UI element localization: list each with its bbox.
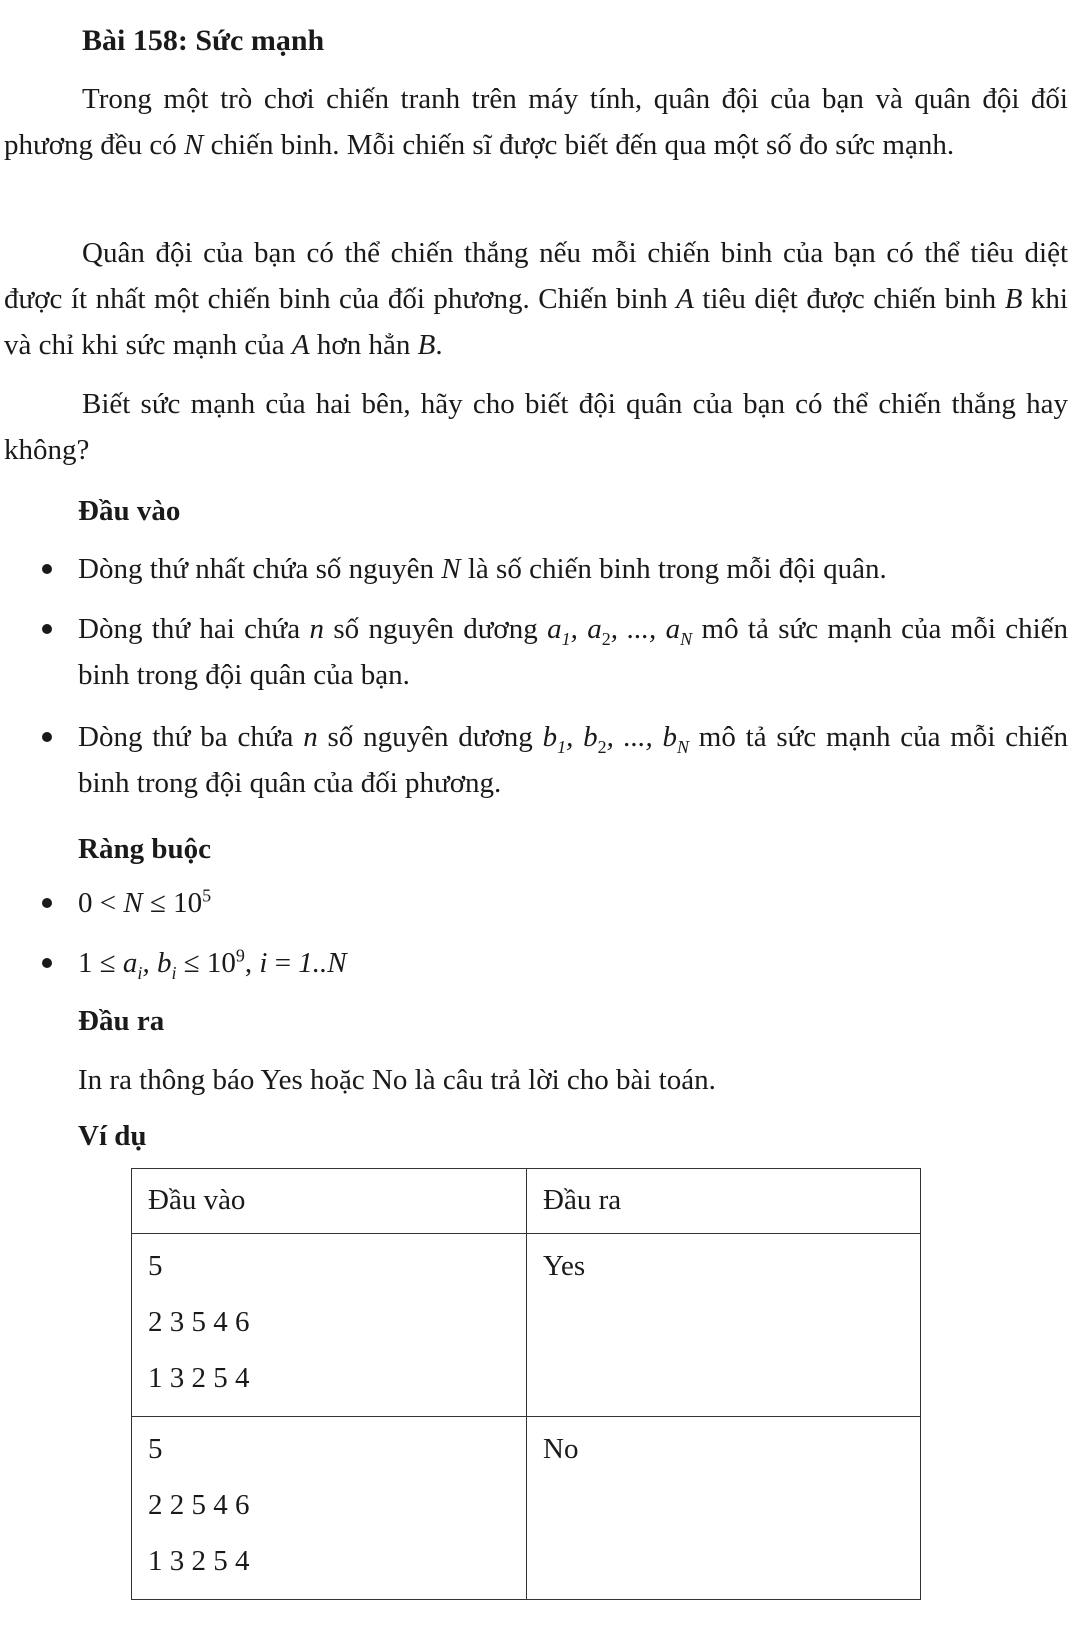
constraints-heading: Ràng buộc xyxy=(78,833,211,865)
table-row xyxy=(132,1417,921,1600)
example-heading: Ví dụ xyxy=(78,1120,147,1152)
input-line: 1 3 2 5 4 xyxy=(148,1362,250,1394)
input-line: 2 3 5 4 6 xyxy=(148,1306,250,1338)
paragraph-intro: Trong một trò chơi chiến tranh trên máy tính, quân đội của bạn và quân đội đối phương đều có N chiến binh. Mỗi chiến sĩ được biết đến qua một số đo sức mạnh. xyxy=(4,83,1068,161)
input-line: 5 xyxy=(148,1250,163,1282)
problem-title: Bài 158: Sức mạnh xyxy=(82,24,325,57)
example-2-output xyxy=(527,1417,921,1600)
input-line: 5 xyxy=(148,1433,163,1465)
constraint-2: $1 \le a_i$, $b_i \le 10^9$, i = 1..N xyxy=(78,940,1068,986)
example-1-output xyxy=(527,1234,921,1417)
example-2-input xyxy=(132,1417,527,1600)
table-header-row xyxy=(132,1169,921,1234)
output-description: In ra thông báo Yes hoặc No là câu trả lời cho bài toán. xyxy=(78,1064,716,1096)
paragraph-win-condition: Quân đội của bạn có thể chiến thắng nếu mỗi chiến binh của bạn có thể tiêu diệt được ít nhất một chiến binh của đối phương. Chiến binh A tiêu diệt được chiến binh B khi và chỉ khi sức mạnh của A hơn hẳn B. xyxy=(4,237,1068,361)
header-input: Đầu vào xyxy=(132,1169,527,1234)
input-bullet-1: Dòng thứ nhất chứa số nguyên N là số chiến binh trong mỗi đội quân. xyxy=(78,546,1068,592)
input-bullet-3: Dòng thứ ba chứa n số nguyên dương $b_1$, $b_2$, ..., $b_N$ mô tả sức mạnh của mỗi chiến binh trong đội quân của đối phương. xyxy=(78,714,1068,806)
example-table xyxy=(131,1168,921,1600)
header-output: Đầu ra xyxy=(527,1169,921,1234)
table-row xyxy=(132,1234,921,1417)
constraint-1: $0 < N \le 10^5$ xyxy=(78,880,1068,926)
input-line: 1 3 2 5 4 xyxy=(148,1545,250,1577)
output-value: No xyxy=(543,1433,579,1465)
output-heading: Đầu ra xyxy=(78,1005,165,1037)
paragraph-question: Biết sức mạnh của hai bên, hãy cho biết đội quân của bạn có thể chiến thắng hay không? xyxy=(4,388,1068,466)
output-value: Yes xyxy=(543,1250,586,1282)
input-bullet-2: Dòng thứ hai chứa n số nguyên dương $a_1$, $a_2$, ..., $a_N$ mô tả sức mạnh của mỗi chiến binh trong đội quân của bạn. xyxy=(78,606,1068,698)
input-line: 2 2 5 4 6 xyxy=(148,1489,250,1521)
example-1-input xyxy=(132,1234,527,1417)
input-heading: Đầu vào xyxy=(78,495,181,527)
